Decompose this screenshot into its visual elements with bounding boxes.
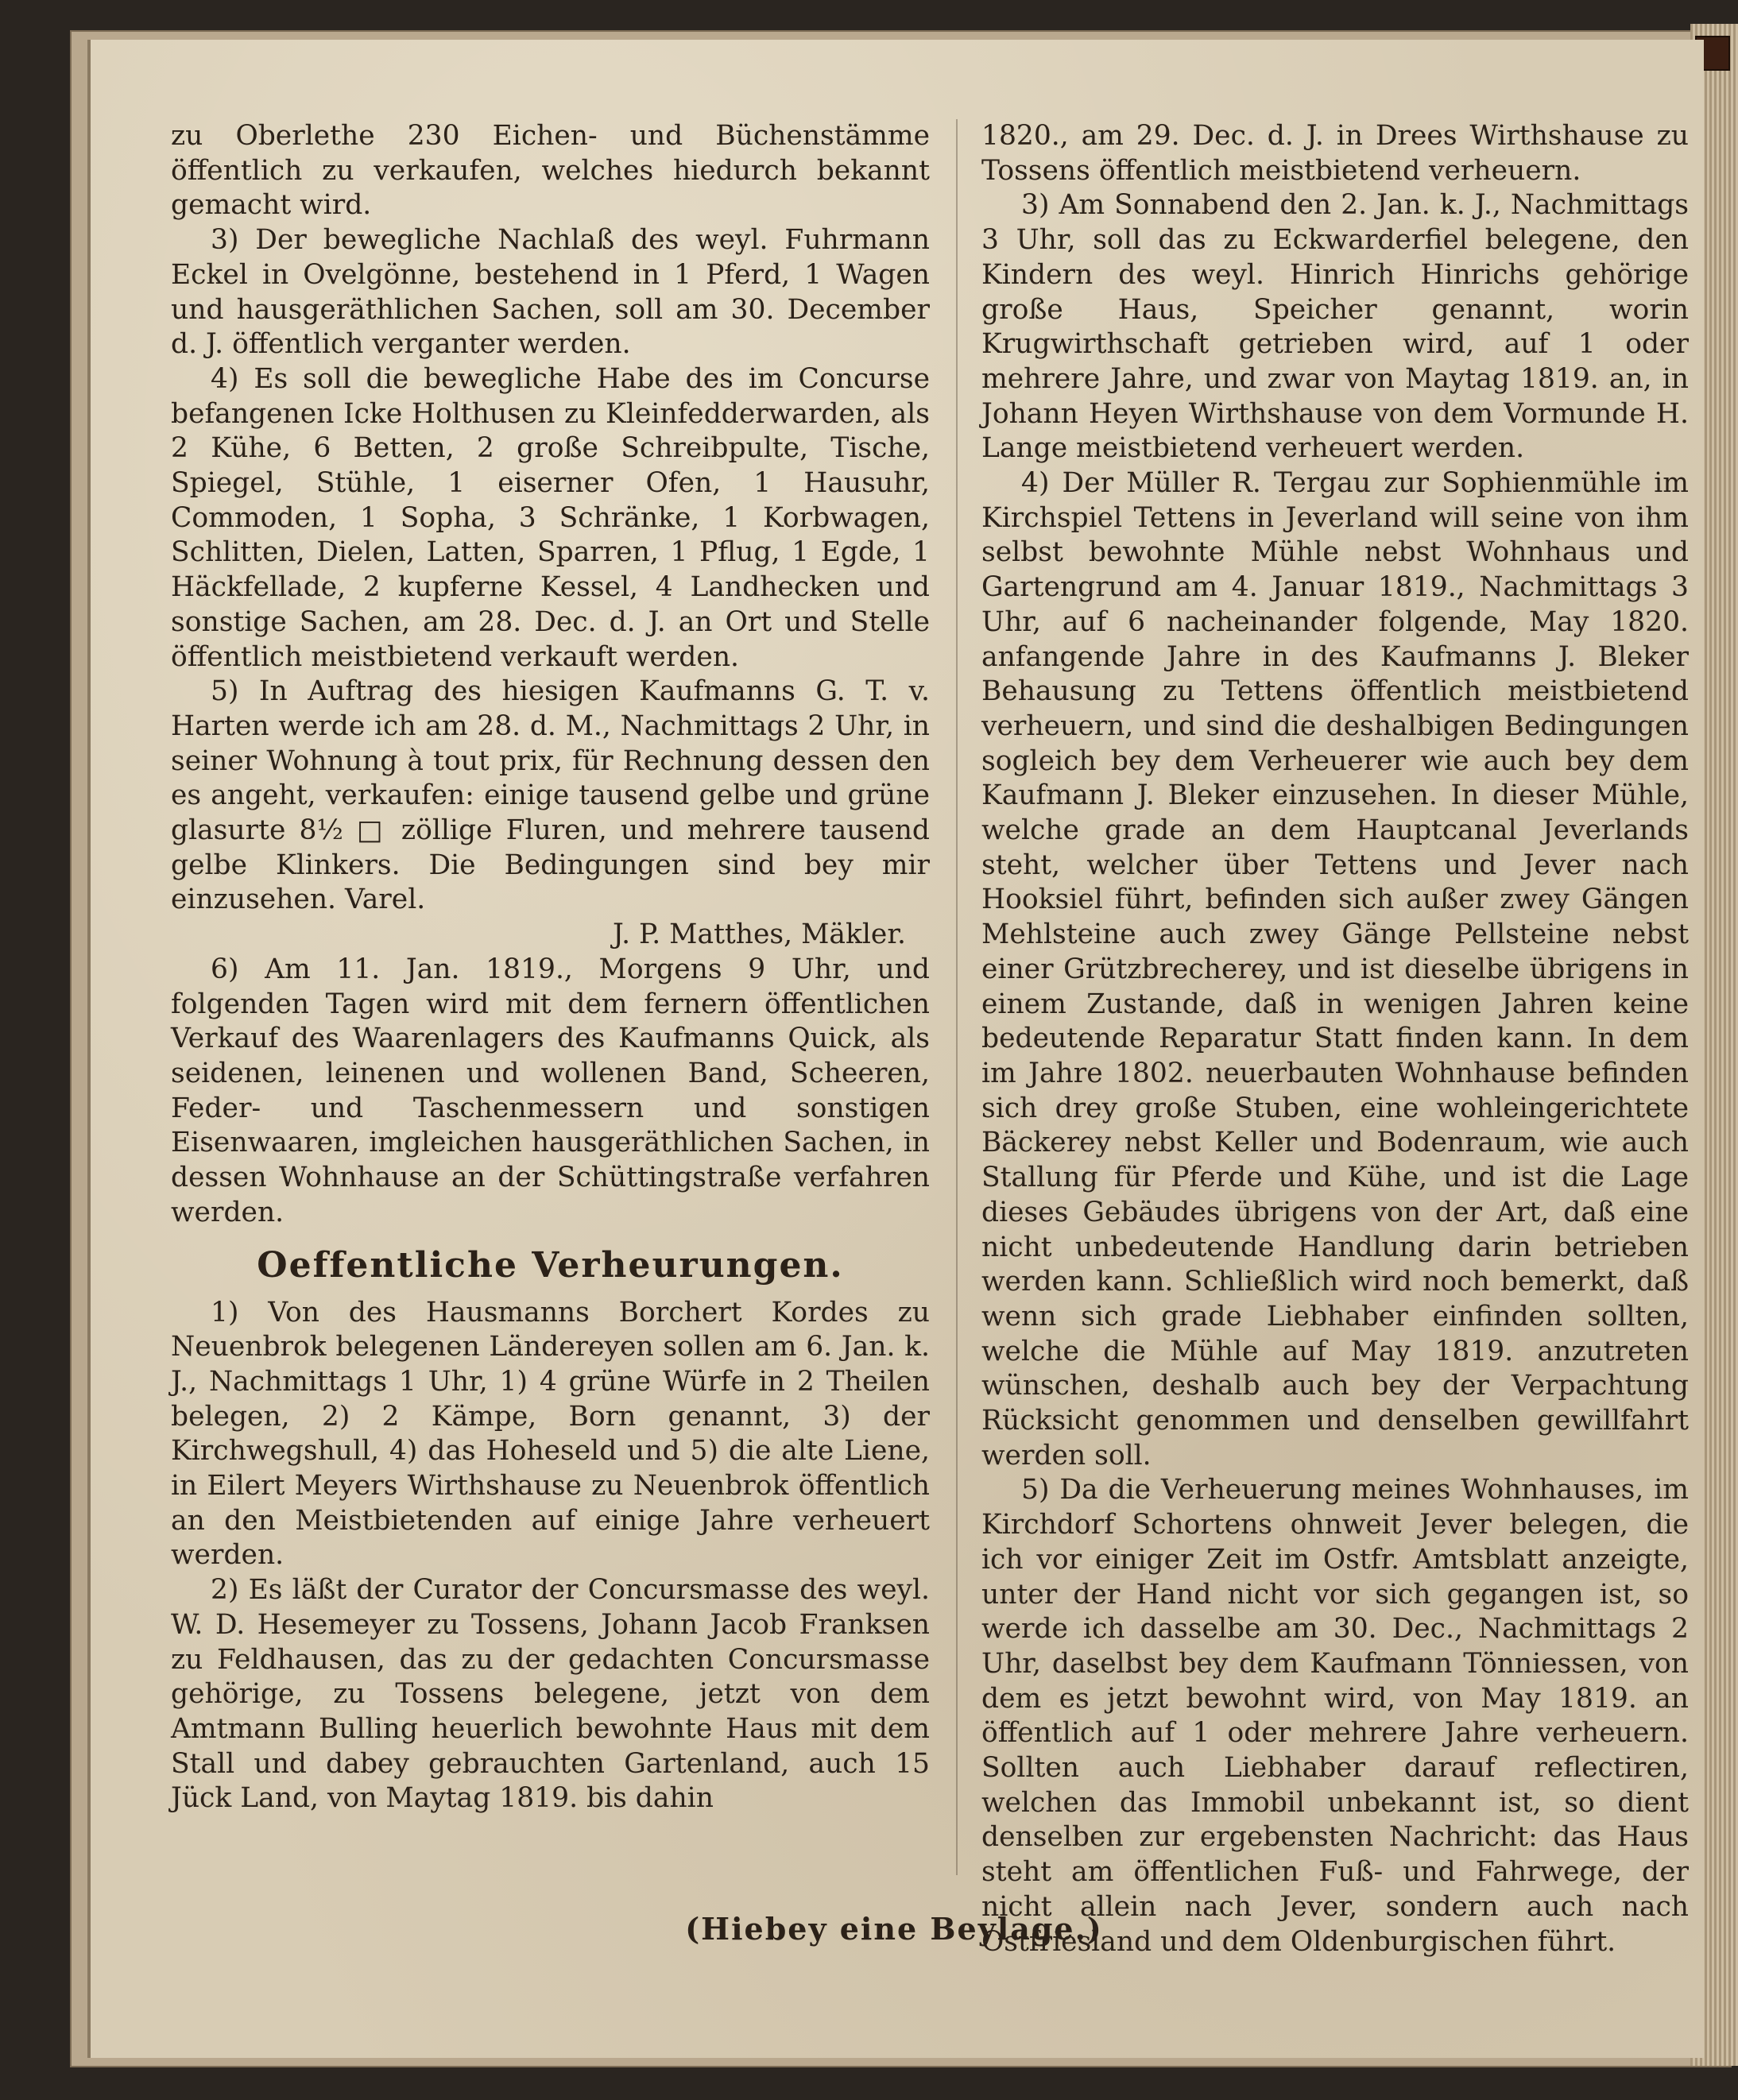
left-column (171, 119, 930, 1816)
lease-3-hinrichs: 3) Am Sonnabend den 2. Jan. k. J., Nachmittags 3 Uhr, soll das zu Eckwarderfiel belegene, den Kindern des weyl. Hinrich Hinrichs gehörige große Haus, Speicher genannt, worin Krugwirthschaft getrieben wird, auf 1 oder mehrere Jahre, und zwar von Maytag 1819. an, in Johann Heyen Wirthshause von dem Vormunde H. Lange meistbietend verheuert werden. (981, 189, 1689, 465)
notice-4-holthusen: 4) Es soll die bewegliche Habe des im Concurse befangenen Icke Holthusen zu Kleinfedderwarden, als 2 Kühe, 6 Betten, 2 große Schreibpulte, Tische, Spiegel, Stühle, 1 eiserner Ofen, 1 Hausuhr, Commoden, 1 Sopha, 3 Schränke, 1 Korbwagen, Schlitten, Dielen, Latten, Sparren, 1 Pflug, 1 Egde, 1 Häckfellade, 2 kupferne Kessel, 4 Landhecken und sonstige Sachen, am 28. Dec. d. J. an Ort und Stelle öffentlich meistbietend verkauft werden. (171, 362, 930, 673)
lease-1-kordes: 1) Von des Hausmanns Borchert Kordes zu Neuenbrok belegenen Ländereyen sollen am 6. Jan. k. J., Nachmittags 1 Uhr, 1) 4 grüne Würfe in 2 Theilen belegen, 2) 2 Kämpe, Born genannt, 3) der Kirchwegshull, 4) das Hoheseld und 5) die alte Liene, in Eilert Meyers Wirthshause zu Neuenbrok öffentlich an den Meistbietenden auf einige Jahre verheuert werden. (171, 1296, 930, 1572)
notice-5-harten: 5) In Auftrag des hiesigen Kaufmanns G. T. v. Harten werde ich am 28. d. M., Nachmittags 2 Uhr, in seiner Wohnung à tout prix, für Rechnung dessen den es angeht, verkaufen: einige tausend gelbe und grüne glasurte 8½ □ zöllige Fluren, und mehrere tausend gelbe Klinkers. Die Bedingungen sind bey mir einzusehen. Varel. (171, 675, 930, 916)
supplement-note: (Hiebey eine Beylage.) (685, 1911, 1103, 1947)
notice-6-quick: 6) Am 11. Jan. 1819., Morgens 9 Uhr, und folgenden Tagen wird mit dem fernern öffentlichen Verkauf des Waarenlagers des Kaufmanns Quick, als seidenen, leinenen und wollenen Band, Scheeren, Feder- und Taschenmessern und sonstigen Eisenwaaren, imgleichen hausgeräthlichen Sachen, in dessen Wohnhause an der Schüttingstraße verfahren werden. (171, 953, 930, 1228)
section-heading-verheurungen: Oeffentliche Verheurungen. (257, 1244, 844, 1286)
lease-2-hesemeyer: 2) Es läßt der Curator der Concursmasse des weyl. W. D. Hesemeyer zu Tossens, Johann Jacob Franksen zu Feldhausen, das zu der gedachten Concursmasse gehörige, zu Tossens belegene, jetzt von dem Amtmann Bulling heuerlich bewohnte Haus mit dem Stall und dabey gebrauchten Gartenland, auch 15 Jück Land, von Maytag 1819. bis dahin (171, 1574, 930, 1815)
right-continuation: 1820., am 29. Dec. d. J. in Drees Wirthshause zu Tossens öffentlich meistbietend verheuern. (981, 120, 1689, 187)
left-continuation: zu Oberlethe 230 Eichen- und Büchenstämme öffentlich zu verkaufen, welches hiedurch bekannt gemacht wird. (171, 120, 930, 222)
lease-5-schortens: 5) Da die Verheuerung meines Wohnhauses, im Kirchdorf Schortens ohnweit Jever belegen, die ich vor einiger Zeit im Ostfr. Amtsblatt anzeigte, unter der Hand nicht vor sich gegangen ist, so werde ich dasselbe am 30. Dec., Nachmittags 2 Uhr, daselbst bey dem Kaufmann Tönniessen, von dem es jetzt bewohnt wird, von May 1819. an öffentlich auf 1 oder mehrere Jahre verheuern. Sollten auch Liebhaber darauf reflectiren, welchen das Immobil unbekannt ist, so dient denselben zur ergebensten Nachricht: das Haus steht am öffentlichen Fuß- und Fahrwege, der nicht allein nach Jever, sondern auch nach Ostfriesland und dem Oldenburgischen führt. (981, 1474, 1689, 1958)
notice-3-eckel: 3) Der bewegliche Nachlaß des weyl. Fuhrmann Eckel in Ovelgönne, bestehend in 1 Pferd, 1 Wagen und hausgeräthlichen Sachen, soll am 30. December d. J. öffentlich verganter werden. (171, 224, 930, 361)
lease-4-tergau: 4) Der Müller R. Tergau zur Sophienmühle im Kirchspiel Tettens in Jeverland will seine von ihm selbst bewohnte Mühle nebst Wohnhaus und Gartengrund am 4. Januar 1819., Nachmittags 3 Uhr, auf 6 nacheinander folgende, May 1820. anfangende Jahre in des Kaufmanns J. Bleker Behausung zu Tettens öffentlich meistbietend verheuern, und sind die deshalbigen Bedingungen sogleich bey dem Verheuerer wie auch bey dem Kaufmann J. Bleker einzusehen. In dieser Mühle, welche grade an dem Hauptcanal Jeverlands steht, welcher über Tettens und Jever nach Hooksiel führt, befinden sich außer zwey Gängen Mehlsteine auch zwey Gänge Pellsteine nebst einer Grützbrecherey, und ist dieselbe übrigens in einem Zustande, daß in wenigen Jahren keine bedeutende Reparatur Statt finden kann. In dem im Jahre 1802. neuerbauten Wohnhause befinden sich drey große Stuben, eine wohleingerichtete Bäckerey nebst Keller und Bodenraum, wie auch Stallung für Pferde und Kühe, und ist die Lage dieses Gebäudes übrigens von der Art, daß eine nicht unbedeutende Handlung darin betrieben werden kann. Schließlich wird noch bemerkt, daß wenn sich grade Liebhaber einfinden sollten, welche die Mühle auf May 1819. anzutreten wünschen, deshalb auch bey der Verpachtung Rücksicht genommen und denselben gewillfahrt werden soll. (981, 467, 1689, 1472)
column-divider (956, 119, 958, 1875)
right-column (981, 119, 1689, 1959)
notice-5-signature: J. P. Matthes, Mäkler. (612, 919, 906, 951)
